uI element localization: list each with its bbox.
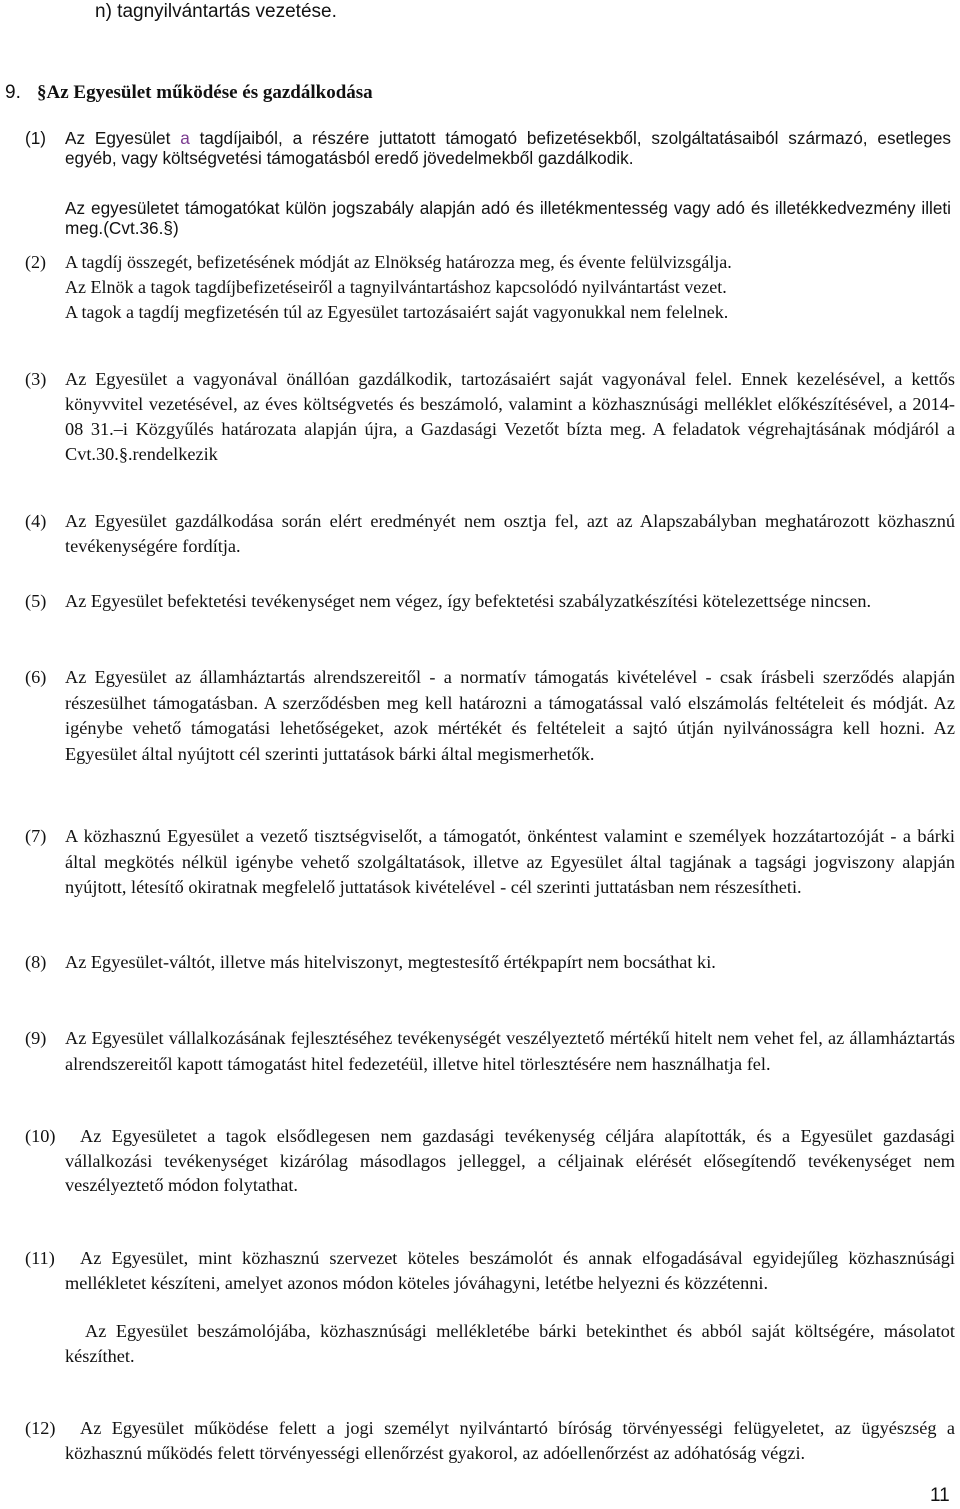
paragraph-11 bbox=[25, 1246, 955, 1295]
top-list-item: n) tagnyilvántartás vezetése. bbox=[95, 1, 337, 22]
paragraph-number: (2) bbox=[25, 252, 46, 272]
paragraph-4 bbox=[25, 509, 955, 559]
paragraph-9 bbox=[25, 1026, 955, 1077]
paragraph-text: Az Egyesület-váltót, illetve más hitelviszonyt, megtestesítő értékpapírt nem bocsáthat ki. bbox=[65, 952, 716, 972]
paragraph-text: Az Egyesület működése felett a jogi személyt nyilvántartó bíróság törvényességi felügyeletet, az ügyészség a közhasznú működés felett törvényességi ellenőrzést gyakorol, az adóellenőrzést az adóhatóság végzi. bbox=[65, 1418, 955, 1463]
paragraph-text: A közhasznú Egyesület a vezető tisztségviselőt, a támogatót, önkéntest valamint e személyek hozzátartozóját - a bárki által megkötés nélkül igénybe vehető szolgáltatások, illetve az Egyesület által tagjának a tagsági jogviszony alapján nyújtott, létesítő okiratnak megfelelő juttatások kivételével - cél szerinti juttatásban nem részesítheti. bbox=[65, 826, 955, 897]
paragraph-text: A tagdíj összegét, befizetésének módját az Elnökség határozza meg, és évente felülvizsgálja. bbox=[65, 252, 732, 272]
paragraph-number: (6) bbox=[25, 667, 47, 687]
paragraph-number: (8) bbox=[25, 952, 47, 972]
accent-word: a bbox=[180, 128, 190, 148]
paragraph-7 bbox=[25, 824, 955, 901]
paragraph-2-line-3: A tagok a tagdíj megfizetésén túl az Egyesület tartozásaiért saját vagyonukkal nem felelnek. bbox=[65, 302, 729, 322]
paragraph-3 bbox=[25, 367, 955, 467]
paragraph-text: Az Egyesület az államháztartás alrendszereitől - a normatív támogatás kivételével - csak írásbeli szerződés alapján részesülhet támogatásban. A szerződésben meg kell határozni a támogatással való elszámolás feltételeit és módját. Az igénybe vehető támogatási lehetőségeket, azok mértékét és feltételeit a sajtó útján nyilvánosságra kell hozni. Az Egyesület által nyújtott cél szerinti juttatások bárki által megismerhetők. bbox=[65, 667, 955, 764]
paragraph-text-start: Az Egyesület bbox=[65, 128, 181, 148]
paragraph-2-line-2: Az Elnök a tagok tagdíjbefizetéseiről a tagnyilvántartáshoz kapcsolódó nyilvántartást vezet. bbox=[65, 277, 727, 297]
paragraph-12 bbox=[25, 1416, 955, 1465]
paragraph-2 bbox=[25, 250, 955, 275]
page-number: 11 bbox=[930, 1485, 950, 1506]
paragraph-number: (1) bbox=[25, 128, 47, 148]
paragraph-text: Az Egyesületet a tagok elsődlegesen nem gazdasági tevékenység céljára alapították, és a Egyesület gazdasági vállalkozási tevékenységet kizárólag másodlagos jelleggel, a céljainak elérését elősegítendő tevékenységet nem veszélyeztető módon folytathat. bbox=[65, 1126, 955, 1195]
paragraph-number: (12) bbox=[25, 1418, 56, 1438]
paragraph-number: (9) bbox=[25, 1028, 47, 1048]
section-heading bbox=[5, 81, 905, 105]
paragraph-text: Az Egyesület gazdálkodása során elért eredményét nem osztja fel, azt az Alapszabályban meghatározott közhasznú tevékenységére fordítja. bbox=[65, 511, 955, 556]
paragraph-8 bbox=[25, 950, 955, 975]
paragraph-number: (5) bbox=[25, 591, 47, 611]
paragraph-10 bbox=[25, 1124, 955, 1198]
paragraph-number: (7) bbox=[25, 826, 47, 846]
section-number: 9. bbox=[5, 82, 21, 103]
section-title: §Az Egyesület működése és gazdálkodása bbox=[37, 82, 373, 103]
paragraph-1 bbox=[25, 128, 951, 168]
paragraph-1-continuation: Az egyesületet támogatókat külön jogszabály alapján adó és illetékmentesség vagy adó és illetékkedvezmény illeti meg.(Cvt.36.§) bbox=[65, 198, 951, 238]
paragraph-text: Az Egyesület, mint közhasznú szervezet köteles beszámolót és annak elfogadásával egyidejűleg közhasznúsági mellékletet készíteni, amelyet azonos módon köteles jóváhagyni, letétbe helyezni és közzétenni. bbox=[65, 1248, 955, 1293]
paragraph-5 bbox=[25, 589, 955, 614]
paragraph-number: (11) bbox=[25, 1248, 55, 1268]
paragraph-6 bbox=[25, 665, 955, 767]
paragraph-text: Az Egyesület a vagyonával önállóan gazdálkodik, tartozásaiért saját vagyonával felel. Ennek kezelésével, a kettős könyvvitel vezetésével, az éves költségvetés és beszámoló, valamint a közhasznúsági melléklet előkészítésével, a 2014-08 31.–i Közgyűlés határozata alapján újra, a Gazdasági Vezetőt bízta meg. A feladatok végrehajtásának módjáról a Cvt.30.§.rendelkezik bbox=[65, 369, 955, 464]
paragraph-number: (10) bbox=[25, 1126, 56, 1146]
paragraph-text: Az Egyesület vállalkozásának fejlesztéséhez tevékenységét veszélyeztető mértékű hitelt nem vehet fel, az államháztartás alrendszereitől kapott támogatást hitel fedezetéül, illetve hitel törlesztésére nem használhatja fel. bbox=[65, 1028, 955, 1074]
paragraph-number: (3) bbox=[25, 369, 47, 389]
paragraph-11-continuation: Az Egyesület beszámolójába, közhasznúsági mellékletébe bárki betekinthet és abból saját költségére, másolatot készíthet. bbox=[65, 1321, 955, 1366]
paragraph-text: tagdíjaiból, a részére juttatott támogató befizetésekből, szolgáltatásaiból származó, esetleges egyéb, vagy költségvetési támogatásból eredő jövedelmekből gazdálkodik. bbox=[65, 128, 951, 168]
paragraph-text: Az Egyesület befektetési tevékenységet nem végez, így befektetési szabályzatkészítési kötelezettsége nincsen. bbox=[65, 591, 872, 611]
paragraph-number: (4) bbox=[25, 511, 47, 531]
